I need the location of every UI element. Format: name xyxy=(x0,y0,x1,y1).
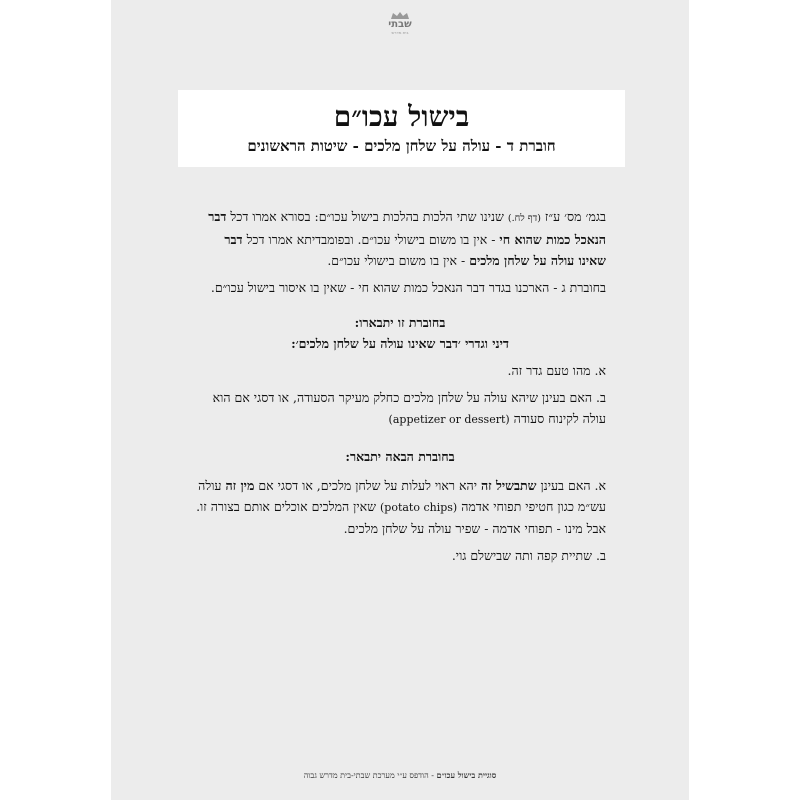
page-reference: (דף לח.) xyxy=(507,213,541,224)
logo-subtext: בית מדרש xyxy=(391,30,409,35)
item-text: א. האם בעינן xyxy=(540,478,606,493)
intro-text: - אין בו משום בישולי עכו״ם. xyxy=(327,253,466,268)
intro-bold: דבר שאינו עולה על שלחן מלכים xyxy=(224,232,606,268)
intro-bold: דבר הנאכל כמות שהוא חי xyxy=(208,209,606,247)
english-gloss: (appetizer or dessert) xyxy=(388,413,510,426)
item-bold: מין זה xyxy=(225,478,255,493)
page-subtitle: חוברת ד - עולה על שלחן מלכים - שיטות הראשונים xyxy=(247,137,556,155)
item-bold: שתבשיל זה xyxy=(480,478,537,493)
logo-name: שבתי xyxy=(388,19,412,30)
section1-item-b xyxy=(194,387,606,430)
second-paragraph: בחוברת ג - הארכנו בגדר דבר הנאכל כמות שהוא חי - שאין בו איסור בישול עכו״ם. xyxy=(210,280,606,295)
section2-item-b: ב. שתיית קפה ותה שבישלם גוי. xyxy=(451,548,606,563)
english-gloss: (potato chips) xyxy=(379,501,458,514)
footer-text: - הודפס ע״י מערכת שבתי-בית מדרש גבוה xyxy=(303,771,434,780)
section2-heading: בחוברת הבאה יתבאר: xyxy=(345,449,455,464)
document-body xyxy=(194,206,606,572)
item-text: יהא ראוי לעלות על שלחן מלכים, או דסגי אם xyxy=(258,478,477,493)
section1-heading: בחוברת זו יתבארו: xyxy=(354,315,446,330)
intro-text: בגמ׳ מס׳ ע״ז xyxy=(544,209,606,224)
item-text: שאין המלכים אוכלים אותם בצורה זו. אבל מינו - תפוחי אדמה - שפיר עולה על שלחן מלכים. xyxy=(196,499,606,536)
document-page xyxy=(111,0,689,800)
item-text: עולה עש״מ כגון חטיפי תפוחי אדמה xyxy=(198,478,606,514)
item-text: ב. האם בעינן שיהא עולה על שלחן מלכים כחלק מעיקר הסעודה, או דסגי אם הוא עולה לקינוח סעודה xyxy=(212,390,606,426)
intro-text: - אין בו משום בישולי עכו״ם. ובפומבדיתא אמרו דכל xyxy=(246,232,496,247)
page-title: בישול עכו״ם xyxy=(333,100,470,133)
section1-subheading: דיני וגדרי ׳דבר שאינו עולה על שלחן מלכים׳: xyxy=(291,336,509,351)
footer-title: סוגיית בישול עכו״ם xyxy=(436,770,497,780)
publisher-logo xyxy=(379,11,421,35)
section1-item-a: א. מהו טעם גדר זה. xyxy=(507,363,606,378)
page-footer xyxy=(111,770,689,780)
section2-item-a xyxy=(194,475,606,539)
intro-paragraph xyxy=(194,206,606,271)
intro-text: שנינו שתי הלכות בהלכות בישול עכו״ם: בסורא אמרו דכל xyxy=(230,209,504,224)
title-box xyxy=(178,90,625,167)
